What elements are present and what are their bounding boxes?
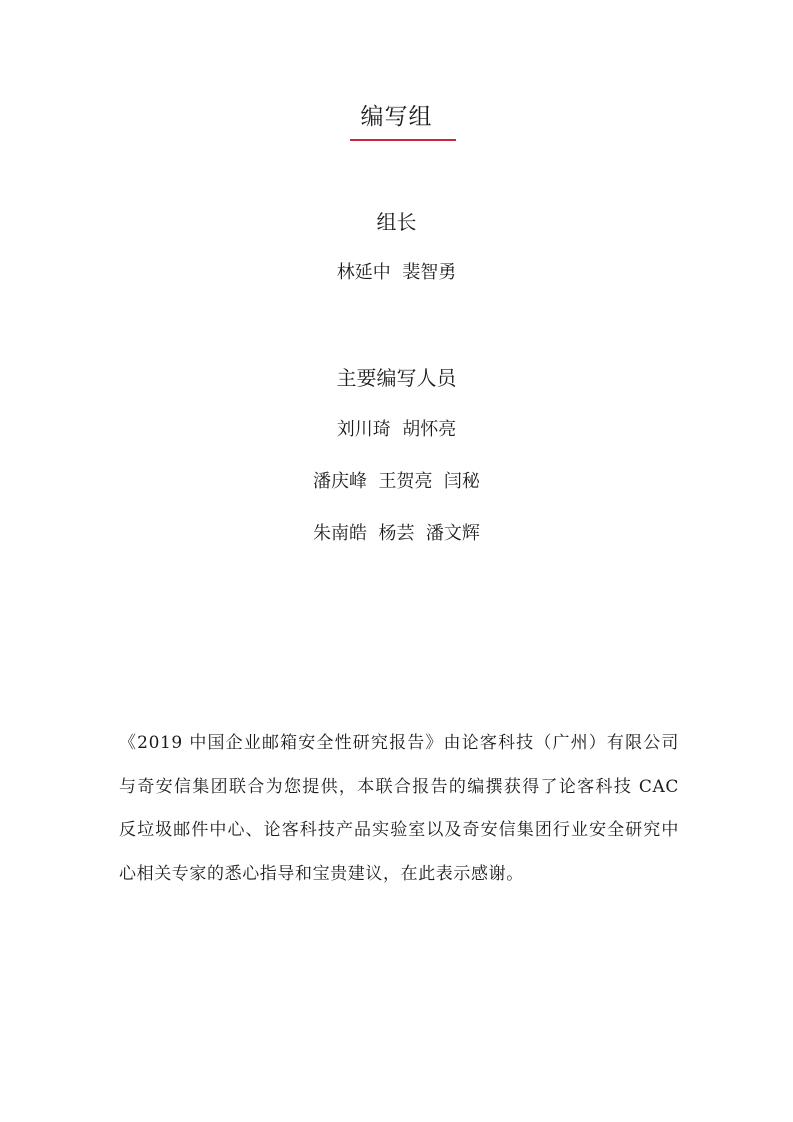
acknowledgement-paragraph: 《2019 中国企业邮箱安全性研究报告》由论客科技（广州）有限公司与奇安信集团联合为您提供，本联合报告的编撰获得了论客科技 CAC 反垃圾邮件中心、论客科技产品实验室以及奇安信集团行业安全研究中心相关专家的悉心指导和宝贵建议，在此表示感谢。: [119, 733, 679, 884]
writers-names-line-2: 潘庆峰 王贺亮 闫秘: [313, 471, 480, 492]
leader-names: 林延中 裴智勇: [336, 262, 457, 283]
writers-names-line-1: 刘川琦 胡怀亮: [336, 419, 457, 440]
writers-heading: 主要编写人员: [336, 366, 457, 390]
leader-heading: 组长: [376, 210, 417, 234]
title-underline: [350, 139, 456, 141]
page-title: 编写组: [360, 104, 433, 130]
writers-names-line-3: 朱南皓 杨芸 潘文辉: [313, 523, 480, 544]
